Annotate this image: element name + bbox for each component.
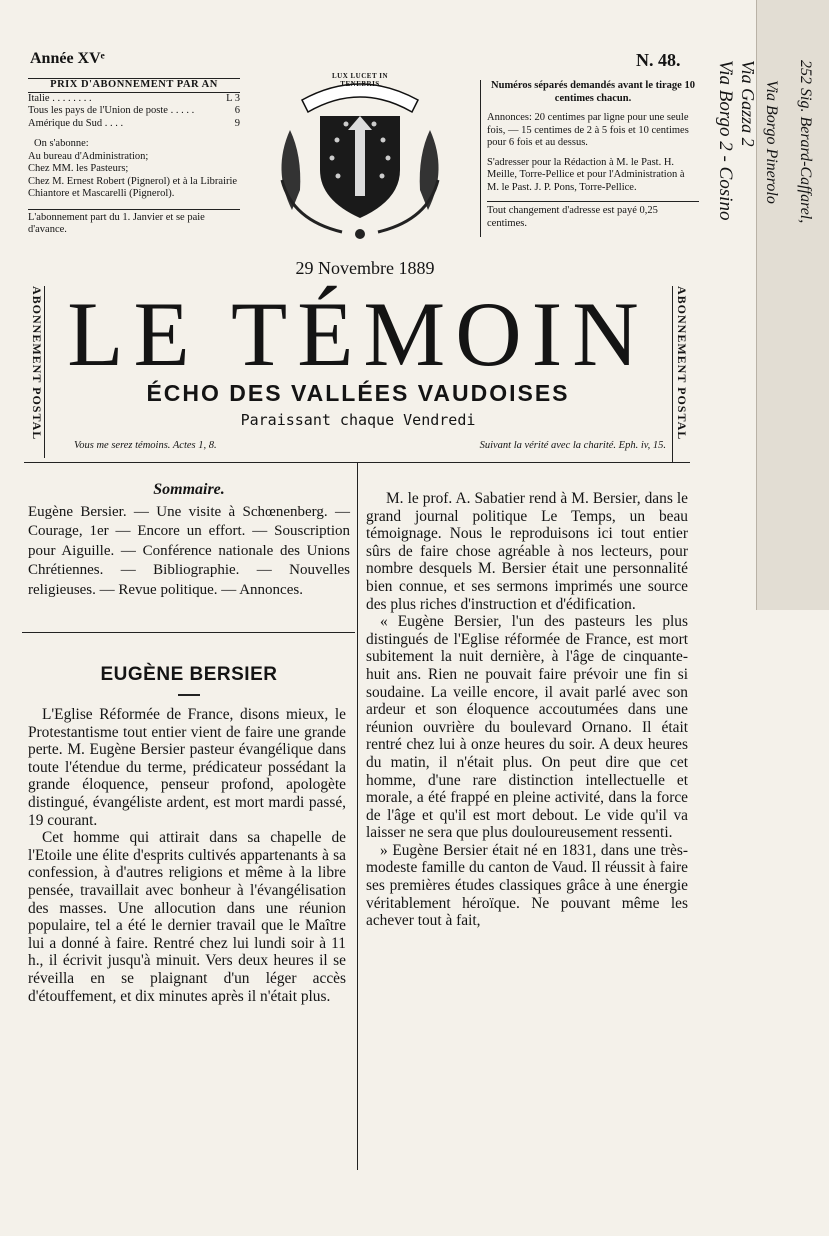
title-dash <box>178 694 200 696</box>
summary-text: Eugène Bersier. — Une visite à Schœnenberg. — Courage, 1er — Encore un effort. — Souscription pour Aiguille. — Conférence nationale des Unions Chrétiennes. — Bibliographie. — Nouvelles religieuses. — Revue politique. — Annonces. <box>28 503 350 598</box>
summary-section <box>28 480 350 600</box>
side-label-left: ABONNEMENT POSTAL <box>30 286 45 458</box>
subscribe-where-line: Au bureau d'Administration; <box>28 150 149 162</box>
summary-heading: Sommaire. <box>153 481 225 498</box>
notice-contact: S'adresser pour la Rédaction à M. le Past. H. Meille, Torre-Pellice et pour l'Administration à M. le Past. J. P. Pons, Torre-Pellice. <box>487 156 685 193</box>
issue-date: 29 Novembre 1889 <box>295 258 435 278</box>
price-row: Tous les pays de l'Union de poste . . . . . 6 <box>28 105 240 116</box>
motto-right: Suivant la vérité avec la charité. Eph. iv, 15. <box>479 440 666 451</box>
article-paragraph: L'Eglise Réformée de France, disons mieux, le Protestantisme tout entier vient de faire une grande perte. M. Eugène Bersier pasteur évangélique dans toute l'étendue du terme, prédicateur possédant la grande éloquence, penseur profond, apologète distingué, évangéliste ardent, est mort mardi passé, 19 courant. <box>28 706 346 829</box>
article-paragraph: M. le prof. A. Sabatier rend à M. Bersier, dans le grand journal politique Le Temps, un beau témoignage. Nous le reproduisons ici tout entier sûrs de faire chose agréable à nos lecteurs, pour nombre desquels M. Bersier était une personnalité bien connue, et ses sermons imprimés une source des plus riches d'instruction et d'édification. <box>366 490 688 613</box>
notices-box <box>480 80 699 237</box>
address-line: Via Borgo Pinerolo <box>763 80 780 204</box>
emblem-motto: LUX LUCET IN TENEBRIS <box>331 72 389 88</box>
notice-ads: Annonces: 20 centimes par ligne pour une seule fois, — 15 centimes de 2 à 5 fois et 10 centimes pour 6 fois et au dessus. <box>487 112 689 148</box>
emblem-icon <box>262 60 458 250</box>
notice-address-change: Tout changement d'adresse est payé 0,25 centimes. <box>487 201 699 230</box>
address-line: Via Borgo 2 - Cosino <box>715 60 736 221</box>
subscription-heading: PRIX D'ABONNEMENT PAR AN <box>28 78 240 93</box>
article-paragraph: Cet homme qui attirait dans sa chapelle de l'Etoile une élite d'esprits cultivés appartenants à sa confession, à d'autres religions et même à la libre pensée, travaillait avec bonheur à l'évangélisation des masses. Une allocution dans une réunion populaire, tel a été le dernier travail que le Maître lui a donné à faire. Rentré chez lui lundi soir à 11 h., il écrivit jusqu'à minuit. Vers deux heures il se réveilla en se plaignant d'un léger accès d'étouffement, et dix minutes après il n'était plus. <box>28 829 346 1005</box>
price-row: Italie . . . . . . . . L 3 <box>28 92 240 104</box>
article-paragraph: » Eugène Bersier était né en 1831, dans une très-modeste famille du canton de Vaud. Il réussit à faire ses premières études classiques grâce à une énergie véritablement héroïque. Ne pouvant même les achever tout à fait, <box>366 841 688 930</box>
newspaper-subtitle: ÉCHO DES VALLÉES VAUDOISES <box>146 380 570 406</box>
mottos <box>74 440 666 451</box>
price-row: Amérique du Sud . . . . 9 <box>28 117 240 129</box>
masthead <box>50 283 666 429</box>
address-line: 252 Sig. Berard-Caffarel, <box>797 60 814 224</box>
summary-rule <box>22 632 355 633</box>
article-column-left <box>28 706 346 1005</box>
subscription-footer: L'abonnement part du 1. Janvier et se paie d'avance. <box>28 209 240 237</box>
notice-separate: Numéros séparés demandés avant le tirage 10 centimes chacun. <box>491 80 695 104</box>
subscribe-where-line: Chez MM. les Pasteurs; <box>28 163 129 174</box>
subscription-box <box>28 78 240 237</box>
article-paragraph: « Eugène Bersier, l'un des pasteurs les plus distingués de l'Eglise réformée de France, est mort subitement la nuit dernière, à l'âge de cinquante-huit ans. Rien ne pouvait faire prévoir une fin si soudaine. La veille encore, il avait parlé avec son ardeur et son éloquence accoutumées dans une réunion ouvrière du boulevard Ornano. Il était rentré chez lui à onze heures du soir. A deux heures du matin, il n'était plus. On peut dire que cet homme, d'une rare distinction intellectuelle et morale, a été frappé en pleine activité, dans la force de l'âge et qu'il est mort debout. Le vide qu'il va laisser ne sera que plus douloureusement ressenti. <box>366 613 688 842</box>
article-column-right <box>366 490 688 930</box>
side-label-right: ABONNEMENT POSTAL <box>672 286 691 462</box>
subscribe-where-title: On s'abonne: <box>34 138 89 149</box>
issue-number: N. 48. <box>636 50 681 70</box>
newspaper-title: LE TÉMOIN <box>67 283 649 385</box>
article-title: EUGÈNE BERSIER <box>100 664 278 685</box>
year-label: Année XVᵉ <box>30 50 105 67</box>
subscribe-where-line: Chez M. Ernest Robert (Pignerol) et à la Librairie Chiantore et Mascarelli (Pignerol). <box>28 175 238 199</box>
address-line: Via Gazza 2 <box>738 60 758 147</box>
column-divider <box>357 462 358 1170</box>
lighthouse-emblem <box>262 60 458 250</box>
motto-left: Vous me serez témoins. Actes 1, 8. <box>74 440 217 451</box>
publication-frequency: Paraissant chaque Vendredi <box>240 411 476 429</box>
